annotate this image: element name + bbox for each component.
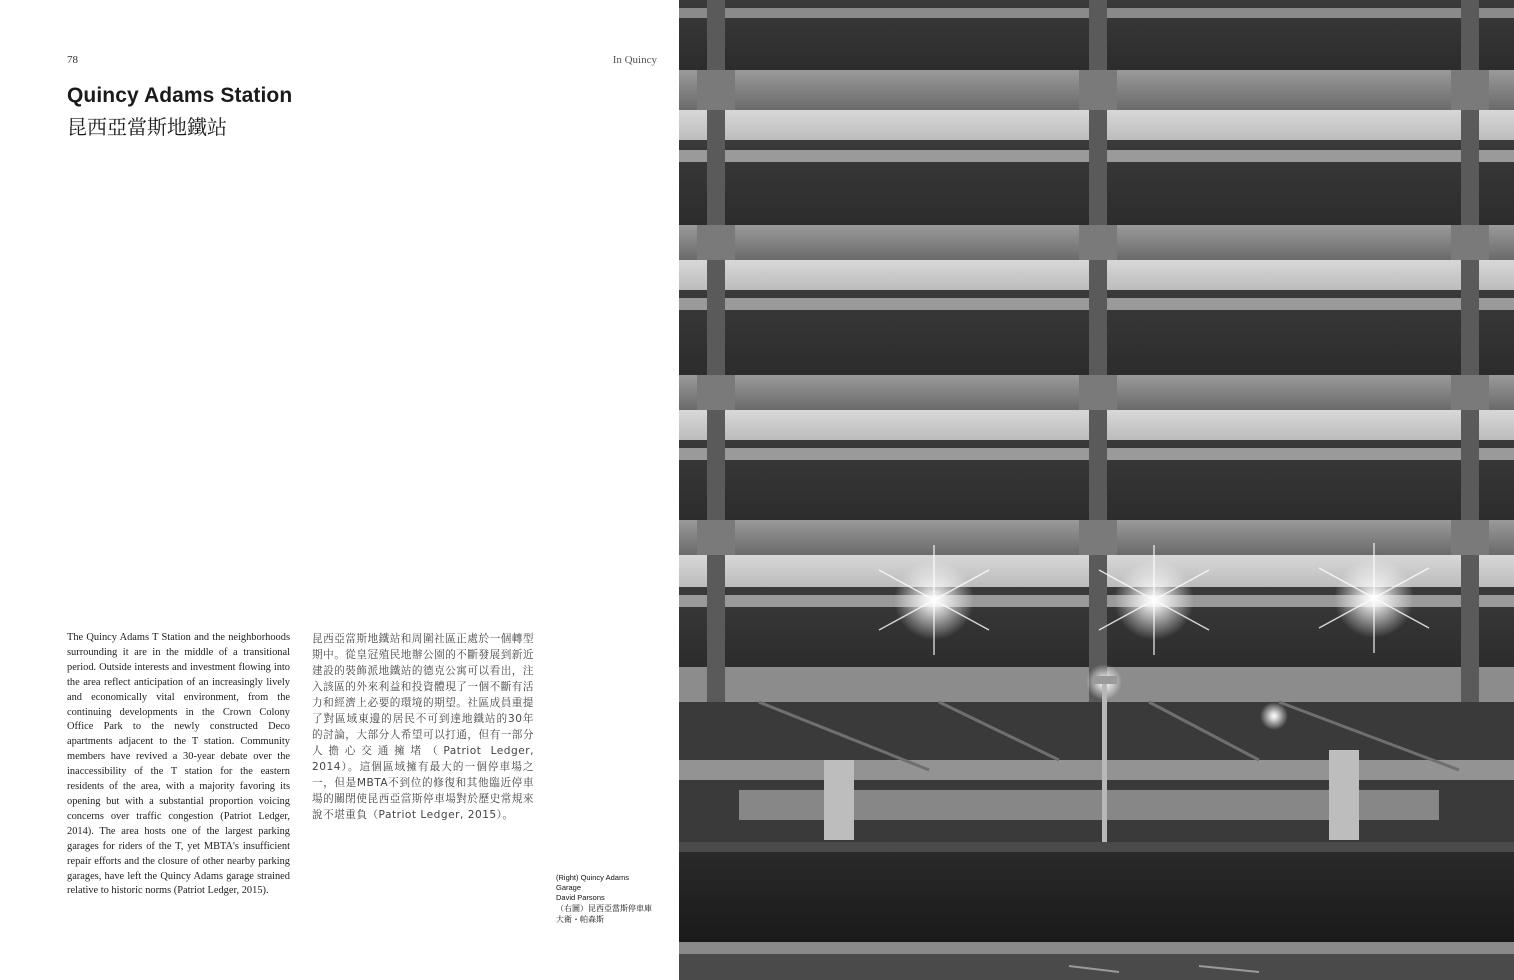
caption-credit: David Parsons (556, 893, 605, 902)
photo-caption (556, 873, 656, 925)
page-title: Quincy Adams Station (67, 84, 293, 107)
body-text-chinese: 昆西亞當斯地鐵站和周圍社區正處於一個轉型期中。從皇冠殖民地辦公園的不斷發展到新近建設的裝飾派地鐵站的德克公寓可以看出，注入該區的外來利益和投資體現了一個不斷有活力和經濟上必要的環境的期望。社區成員重提了對區域東邊的居民不可到達地鐵站的30年的討論，大部分人希望可以打通，但有一部分人擔心交通擁堵（Patriot Ledger, 2014）。這個區域擁有最大的一個停車場之一，但是MBTA不到位的修復和其他臨近停車場的關閉使昆西亞當斯停車場對於歷史常規來說不堪重負（Patriot Ledger, 2015）。 (312, 633, 534, 821)
left-page (0, 0, 679, 980)
page-number: 78 (67, 54, 78, 66)
running-head: In Quincy (612, 54, 657, 66)
garage-photograph (679, 0, 1514, 980)
curb (679, 942, 1514, 954)
caption-credit-chinese: 大衛・帕森斯 (556, 915, 604, 924)
grass-lawn (679, 852, 1514, 942)
page-title-chinese: 昆西亞當斯地鐵站 (67, 115, 227, 139)
caption-title-chinese: （右圖）昆西亞當斯停車庫 (556, 904, 652, 913)
ground-level-interior (679, 702, 1514, 842)
road (679, 954, 1514, 980)
body-text-english: The Quincy Adams T Station and the neighborhoods surrounding it are in the middle of a transitional period. Outside interests and investment flowing into the area reflect anticipation of an increasingly lively and economically vital environment, from the continuing developments in the Crown Colony Office Park to the newly constructed Deco apartments adjacent to the T station. Community members have revived a 30-year debate over the inaccessibility of the T station for the eastern residents of the area, with a majority favoring its opening but with a substantial proportion voicing concerns over traffic congestion (Patriot Ledger, 2014). The area hosts one of the largest parking garages for riders of the T, yet MBTA's insufficient repair efforts and the closure of other nearby parking garages, have left the Quincy Adams garage strained relative to historic norms (Patriot Ledger, 2015). (67, 632, 290, 897)
wall-base (679, 842, 1514, 852)
caption-title: (Right) Quincy Adams Garage (556, 873, 629, 892)
